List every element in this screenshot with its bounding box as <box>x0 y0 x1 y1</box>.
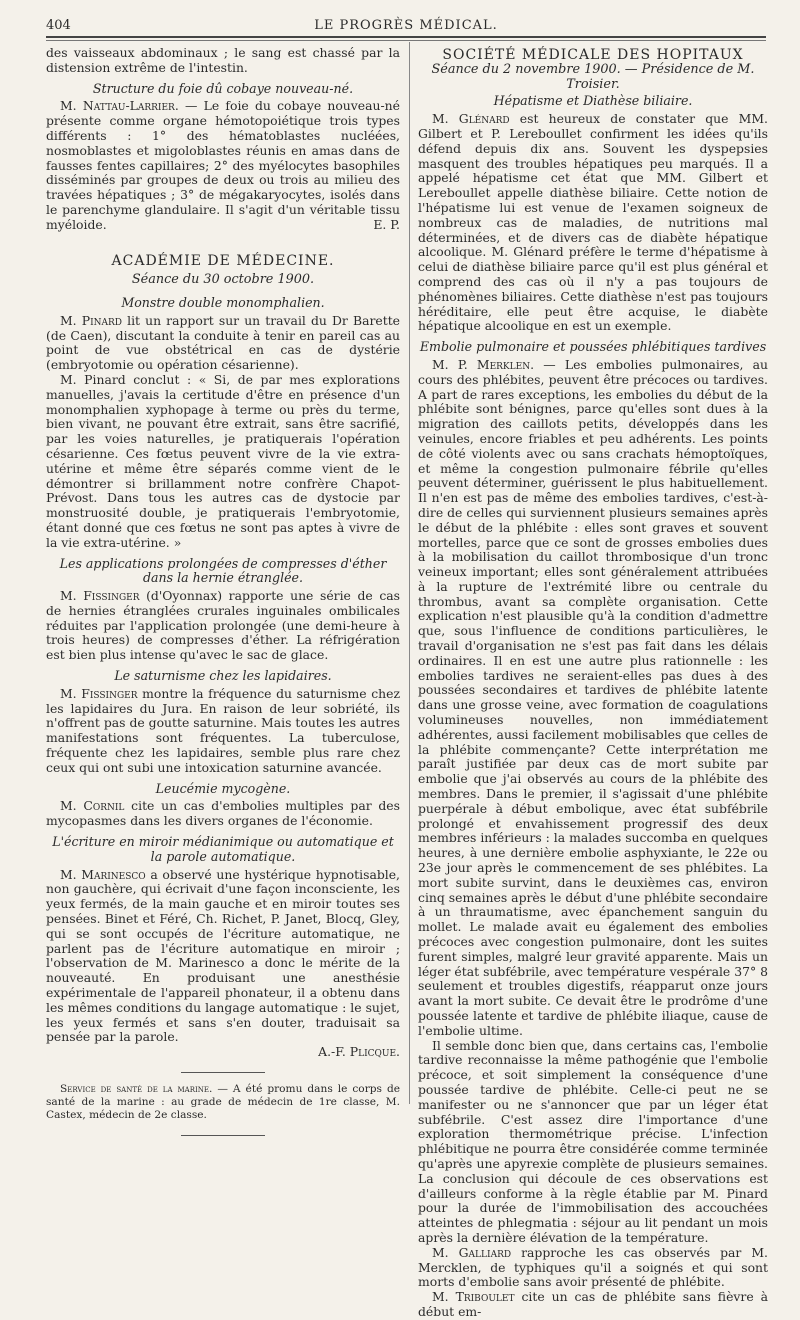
page-header <box>46 16 766 36</box>
ecriture-paragraph: M. Marinesco a observé une hystérique hypnotisable, non gauchère, qui écrivait d'une façon inconsciente, les yeux fermés, de la main gauche et en miroir toutes ses pensées. Binet et Féré, Ch. Richet, P. Janet, Blocq, Gley, qui se sont occupés de l'écriture automatique, ne parlent pas de l'écriture automatique en miroir ; l'observation de M. Marinesco a donc le mérite de la nouveauté. En produisant une anesthésie expérimentale de l'appareil phonateur, il a obtenu dans les mêmes conditions du langage automatique : le sujet, les yeux fermés et sans s'en douter, traduisait sa pensée par la parole. <box>46 866 400 1045</box>
foie-paragraph: M. Nattau-Larrier. — Le foie du cobaye nouveau-né présente comme organe hémotopoiétique trois types différents : 1° des hématoblastes nucléées, nosmoblastes et migoloblastes réunis en amas dans de fausses fentes capillaires; 2° des myélocytes basophiles disséminés par groupes de deux ou trois au milieu des travées hépatiques ; 3° de mégakaryocytes, isolés dans le parenchyme glandulaire. Il s'agit d'un véritable tissu myéloide. <box>46 98 400 232</box>
leucemie-heading: Leucémie mycogène. <box>155 780 291 796</box>
left-column <box>46 46 400 1146</box>
academie-heading: ACADÉMIE DE MÉDECINE. <box>111 253 335 270</box>
page-number: 404 <box>46 18 71 33</box>
applications-heading: Les applications prolongées de compresses d'éther dans la hernie étranglée. <box>59 555 387 586</box>
ecriture-heading: L'écriture en miroir médianimique ou automatique et la parole automatique. <box>52 834 394 864</box>
section-divider <box>181 1072 265 1073</box>
hepatisme-heading: Hépatisme et Diathèse biliaire. <box>493 93 693 109</box>
monstre-heading: Monstre double monomphalien. <box>121 294 325 310</box>
societe-date: Séance du 2 novembre 1900. — Présidence de M. Troisier. <box>431 61 755 92</box>
saturnisme-heading: Le saturnisme chez les lapidaires. <box>114 668 332 684</box>
hepatisme-paragraph: M. Glénard est heureux de constater que MM. Gilbert et P. Lereboullet confirment les idées qu'ils défend depuis dix ans. Souvent les dyspepsies masquent des troubles hépatiques peu marqués. Il a appelé hépatisme cet état que MM. Gilbert et Lereboullet appelle diathèse biliaire. Cette notion de l'hépatisme lui est venue de l'examen soigneux de nombreux cas de maladies, de nutritions mal déterminées, et de divers cas de diabète hépatique alcoolique. M. Glénard préfère le terme d'hépatisme à celui de diathèse biliaire parce qu'il est plus général et comprend des cas où il n'y a pas toujours de phénomènes biliaires. Cette diathèse n'est pas toujours héréditaire, elle peut être acquise, le diabète hépatique alcoolique en est un exemple. <box>418 111 768 334</box>
saturnisme-paragraph: M. Fissinger montre la fréquence du saturnisme chez les lapidaires du Jura. En raison de leur sobriété, ils n'offrent pas de goutte saturnine. Mais toutes les autres manifestations sont fréquentes. La tuberculose, fréquente chez les lapidaires, semble plus rare chez ceux qui ont subi une intoxication saturnine avancée. <box>46 685 400 775</box>
monstre-paragraph-1: M. Pinard lit un rapport sur un travail du Dr Barette (de Caen), discutant la conduite à tenir en pareil cas au point de vue obstétrical en cas de dystérie (embryotomie ou opération césarienne). <box>46 312 401 373</box>
intro-paragraph: des vaisseaux abdominaux ; le sang est chassé par la distension extrême de l'intestin. <box>46 45 400 75</box>
monstre-paragraph-2: M. Pinard conclut : « Si, de par mes explorations manuelles, j'avais la certitude d'être en présence d'un monomphalien xyphopage à terme ou près du terme, bien vivant, ne pouvant être extrait, sans être sacrifié, par les voies naturelles, je pratiquerais l'opération césarienne. Ces fœtus peuvent vivre de la vie extra-utérine et même être séparés comme vient de le démontrer si brillamment notre confrère Chapot-Prévost. Dans tous les autres cas de dystocie par monstruosité double, je pratiquerais l'embryotomie, étant donné que ces fœtus ne sont pas aptes à vivre de la vie extra-utérine. » <box>46 371 400 550</box>
leucemie-paragraph: M. Cornil cite un cas d'embolies multiples par des mycopasmes dans les divers organes de l'économie. <box>46 798 400 829</box>
foie-signature: E. P. <box>373 216 400 232</box>
header-rule <box>46 36 766 38</box>
embolie-paragraph-1: M. P. Merklen. — Les embolies pulmonaires, au cours des phlébites, peuvent être précoces ou tardives. A part de rares exceptions, les embolies du début de la phlébite sont bénignes, parce qu'elles sont dues à la migration des caillots petits, développés dans les veinules, encore friables et peu adhérents. Les points de côté violents avec ou sans crachats hémoptoïques, et même la congestion pulmonaire fébrile qu'elles peuvent déterminer, guérissent le plus habituellement. Il n'en est pas de même des embolies tardives, c'est-à-dire de celles qui surviennent plusieurs semaines après le début de la phlébite : elles sont graves et souvent mortelles, parce que ce sont de grosses embolies dues à la mobilisation du caillot thrombosique d'un tronc veineux important; elles sont généralement attribuées à la rupture de l'extrémité libre ou centrale du thrombus, avant sa complète organisation. Cette explication n'est plausible qu'à la condition d'admettre que, sous l'influence de conditions particulières, le travail d'organisation ne s'est pas fait dans les délais ordinaires. Il en est une autre plus rationnelle : les embolies tardives ne seraient-elles pas dues à des poussées secondaires et tardives de phlébite latente dans une grosse veine, avec formation de coagulations volumineuses nouvelles, non immédiatement adhérentes, aussi facilement mobilisables que celles de la phlébite commençante? Cette interprétation me paraît justifiée par deux cas de mort subite par embolie que j'ai observés au cours de la phlébite des membres. Dans le premier, il s'agissait d'une phlébite puerpérale à début embolique, avec état subfébrile prolongé et envahissement progressif des deux membres inférieurs : la malades succomba en quelques heures, à une dernière embolie asphyxiante, le 22e ou 23e jour après le commencement de ses phlébites. La mort subite survint, dans le deuxièmes cas, environ cinq semaines après le début d'une phlébite secondaire à un thraumatisme, avec épanchement sanguin du mollet. Le malade avait eu également des embolies précoces avec congestion pulmonaire, dont les suites furent simples, malgré leur gravité apparente. Mais un léger état subfébrile, avec température vespérale 37° 8 seulement et troubles digestifs, réapparut onze jours avant la mort subite. Ce devait être le prodrôme d'une poussée latente et tardive de phlébite iliaque, cause de l'embolie ultime. <box>418 356 768 1038</box>
ecriture-signature: A.-F. Plicque. <box>318 1044 400 1060</box>
galliard-paragraph: M. Galliard rapproche les cas observés par M. Mercklen, de typhiques qu'il a soignés et qui sont morts d'embolie sans avoir présenté de phlébite. <box>418 1244 768 1290</box>
embolie-heading: Embolie pulmonaire et poussées phlébitiques tardives <box>419 339 767 355</box>
author-name: M. Nattau-Larrier. <box>60 98 179 114</box>
header-rule-thin <box>46 40 766 41</box>
marine-note: Service de santé de la marine. — A été promu dans le corps de santé de la marine : au grade de médecin de 1re classe, M. Castex, médecin de 2e classe. <box>46 1083 401 1121</box>
academie-date: Séance du 30 octobre 1900. <box>131 272 315 288</box>
applications-paragraph: M. Fissinger (d'Oyonnax) rapporte une série de cas de hernies étranglées crurales inguinales ombilicales réduites par l'application prolongée (une demi-heure à trois heures) de compresses d'éther. La réfrigération est bien plus intense qu'avec le sac de glace. <box>46 588 400 663</box>
section-divider-bottom <box>181 1135 265 1136</box>
journal-title: LE PROGRÈS MÉDICAL. <box>314 18 498 33</box>
embolie-paragraph-2: Il semble donc bien que, dans certains cas, l'embolie tardive reconnaisse la même pathogénie que l'embolie précoce, et soit simplement la conséquence d'une poussée tardive de phlébite. Celle-ci peut ne se manifester ou ne s'annoncer que par un léger état subfébrile. C'est assez dire l'importance d'une exploration thermométrique précise. L'infection phlébitique ne pourra être considérée comme terminée qu'après une apyrexie complète de plusieurs semaines. La conclusion qui découle de ces observations est d'ailleurs conforme à la règle établie par M. Pinard pour la durée de l'immobilisation des accouchées atteintes de phlegmatia : séjour au lit pendant un mois après la dernière élévation de la température. <box>418 1037 768 1245</box>
column-divider <box>409 42 410 1104</box>
foie-heading: Structure du foie dû cobaye nouveau-né. <box>92 80 354 96</box>
right-column <box>418 46 768 1320</box>
triboulet-paragraph: M. Triboulet cite un cas de phlébite sans fièvre à début em- <box>418 1289 768 1319</box>
societe-heading: SOCIÉTÉ MÉDICALE DES HOPITAUX <box>442 47 744 63</box>
